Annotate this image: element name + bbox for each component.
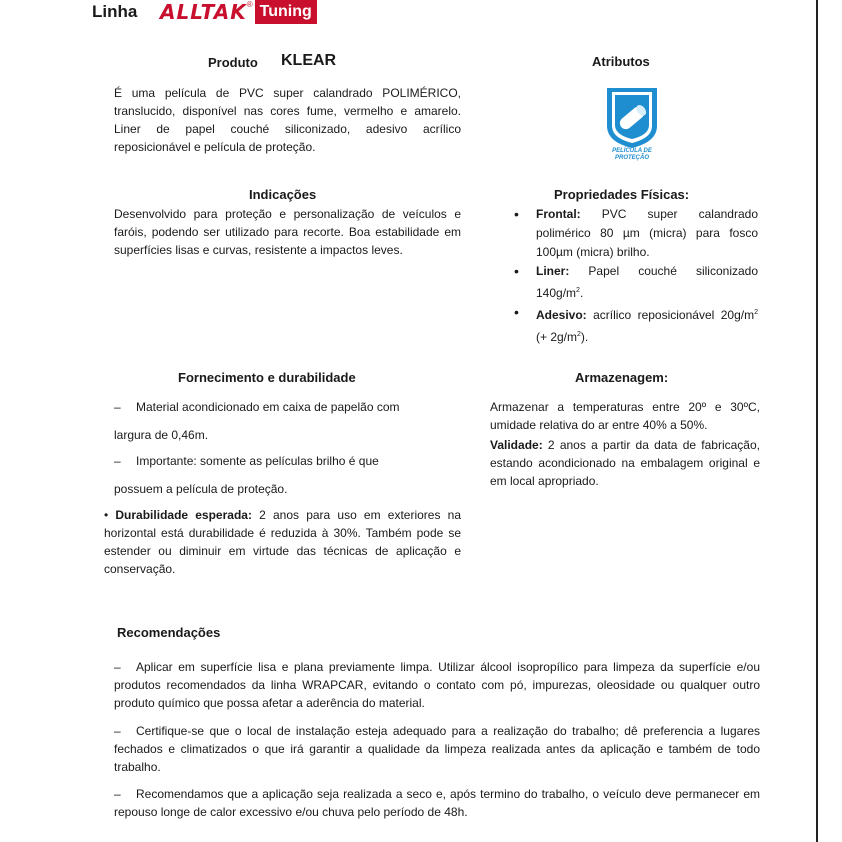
indicacoes-text: Desenvolvido para proteção e personalização de veículos e faróis, podendo ser utilizado para recorte. Boa estabilidade em superfícies lisas e curvas, resistente a impactos leves. [114, 207, 461, 257]
alltak-tuning-logo [160, 0, 317, 24]
durabilidade-text: • Durabilidade esperada: 2 anos para uso em exteriores na horizontal está durabilidade é reduzida à 30%. Também pode se estender ou diminuir em virtude das técnicas de aplicação e conservação. [104, 508, 461, 576]
indicacoes-title: Indicações [249, 187, 317, 202]
logo-tuning-text: Tuning [255, 0, 317, 24]
fornecimento-item1-line2: largura de 0,46m. [114, 428, 209, 442]
recomendacao-2: – Certifique-se que o local de instalação esteja adequado para a realização do trabalho; dê preferencia a lugares fechados e climatizados o que irá garantir a qualidade da limpeza realizada antes da aplicação e também de todo trabalho. [114, 724, 760, 774]
protection-film-badge [604, 86, 660, 166]
recomendacao-1: – Aplicar em superfície lisa e plana previamente limpa. Utilizar álcool isopropílico para limpeza da superfície e/ou produtos recomendados da linha WRAPCAR, evitando o contato com pó, impurezas, oleosidade ou qualquer outro produto químico que possa afetar a aderência do material. [114, 660, 760, 710]
prop-liner: • Liner: Papel couché siliconizado $140g/m^2$. [512, 262, 758, 303]
fornecimento-title: Fornecimento e durabilidade [178, 370, 356, 385]
prop-adesivo: • Adesivo: acrílico reposicionável $20g/m^2$ (+ $2g/m^2$). [512, 303, 758, 347]
fornecimento-item1-line1: – Material acondicionado em caixa de papelão com [114, 400, 400, 414]
fornecimento-item2-line1: – Importante: somente as películas brilho é que [114, 454, 379, 468]
recomendacoes-title: Recomendações [117, 625, 221, 640]
fornecimento-item2-line2: possuem a película de proteção. [114, 482, 288, 496]
product-name: KLEAR [281, 52, 337, 69]
propriedades-list [512, 205, 758, 347]
logo-registered-mark: ® [246, 0, 253, 9]
header-linha: Linha [92, 2, 138, 21]
propriedades-title: Propriedades Físicas: [554, 187, 690, 202]
produto-description: É uma película de PVC super calandrado POLIMÉRICO, translucido, disponível nas cores fume, vermelho e amarelo. Liner de papel couché siliconizado, adesivo acrílico reposicionável e película de proteção. [114, 86, 461, 154]
recomendacao-3: – Recomendamos que a aplicação seja realizada a seco e, após termino do trabalho, o veículo deve permanecer em repouso longe de calor excessivo e/ou chuva pelo período de 48h. [114, 787, 760, 819]
logo-alltak-text: ALLTAK [160, 0, 247, 24]
armazenagem-title: Armazenagem: [575, 370, 669, 385]
page-edge-line [816, 0, 818, 842]
validade-text: Validade: 2 anos a partir da data de fabricação, estando acondicionado na embalagem original e em local apropriado. [490, 438, 760, 488]
atributos-title: Atributos [592, 54, 650, 69]
armazenagem-text: Armazenar a temperaturas entre 20º e 30ºC, umidade relativa do ar entre 40% a 50%. [490, 400, 760, 432]
badge-line1: PELÍCULA DE [612, 148, 652, 154]
shield-roll-icon [604, 86, 660, 150]
badge-line2: PROTEÇÃO [614, 155, 649, 161]
produto-label: Produto [208, 55, 258, 70]
prop-frontal: • Frontal: PVC super calandrado polimérico 80 µm (micra) para fosco 100µm (micra) brilho. [512, 205, 758, 262]
